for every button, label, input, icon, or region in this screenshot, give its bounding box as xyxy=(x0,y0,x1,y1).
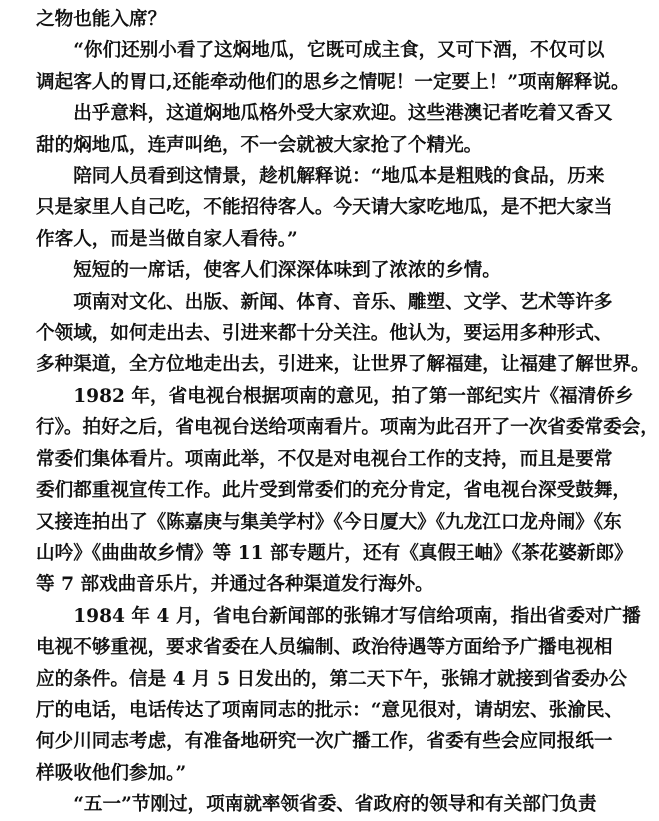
text-line: 厅的电话，电话传达了项南同志的批示：“意见很对，请胡宏、张渝民、 xyxy=(36,699,624,721)
text-line: 等 7 部戏曲音乐片，并通过各种渠道发行海外。 xyxy=(36,574,434,596)
text-line: 行》。拍好之后，省电视台送给项南看片。项南为此召开了一次省委常委会， xyxy=(36,417,659,439)
text-line: 应的条件。信是 4 月 5 日发出的，第二天下午，张锦才就接到省委办公 xyxy=(36,668,627,690)
text-line: 又接连拍出了《陈嘉庚与集美学村》《今日厦大》《九龙江口龙舟闹》《东 xyxy=(36,511,622,533)
text-line: 短短的一席话，使客人们深深体味到了浓浓的乡情。 xyxy=(73,260,501,282)
paragraph xyxy=(36,381,659,601)
text-line: 样吸收他们参加。” xyxy=(36,762,187,784)
text-line: 调起客人的胃口,还能牵动他们的思乡之情呢！一定要上！”项南解释说。 xyxy=(36,71,630,93)
text-line: 之物也能入席？ xyxy=(36,9,167,30)
text-line: 委们都重视宣传工作。此片受到常委们的充分肯定，省电视台深受鼓舞， xyxy=(36,480,632,502)
paragraph xyxy=(36,35,630,98)
text-line: 项南对文化、出版、新闻、体育、音乐、雕塑、文学、艺术等许多 xyxy=(73,291,613,313)
text-line: 电视不够重视，要求省委在人员编制、政治待遇等方面给予广播电视相 xyxy=(36,637,613,659)
paragraph xyxy=(36,161,613,255)
text-line: “五一”节刚过，项南就率领省委、省政府的领导和有关部门负责 xyxy=(73,794,597,816)
text-line: 山吟》《曲曲故乡情》等 11 部专题片，还有《真假王岫》《茶花婆新郎》 xyxy=(36,542,633,564)
paragraph xyxy=(36,601,641,789)
text-line: 1984 年 4 月，省电台新闻部的张锦才写信给项南，指出省委对广播 xyxy=(73,605,641,627)
text-line: 甜的焖地瓜，连声叫绝，不一会就被大家抢了个精光。 xyxy=(36,134,483,156)
paragraph xyxy=(36,4,586,35)
paragraph xyxy=(36,255,586,286)
text-line: 何少川同志考虑，有准备地研究一次广播工作，省委有些会应同报纸一 xyxy=(36,731,613,753)
text-line: 出乎意料，这道焖地瓜格外受大家欢迎。这些港澳记者吃着又香又 xyxy=(73,103,613,125)
paragraph xyxy=(36,789,597,820)
paragraph xyxy=(36,287,650,381)
text-line: 个领域，如何走出去、引进来都十分关注。他认为，要运用多种形式、 xyxy=(36,323,613,345)
text-line: 陪同人员看到这情景，趁机解释说：“地瓜本是粗贱的食品，历来 xyxy=(73,166,605,188)
text-line: 只是家里人自己吃，不能招待客人。今天请大家吃地瓜，是不把大家当 xyxy=(36,197,613,219)
text-line: “你们还别小看了这焖地瓜，它既可成主食，又可下酒，不仅可以 xyxy=(73,40,605,62)
text-line: 作客人，而是当做自家人看待。” xyxy=(36,228,298,250)
text-line: 常委们集体看片。项南此举，不仅是对电视台工作的支持，而且是要常 xyxy=(36,448,613,470)
text-line: 多种渠道，全方位地走出去，引进来，让世界了解福建，让福建了解世界。 xyxy=(36,354,650,376)
paragraph xyxy=(36,98,613,161)
text-line: 1982 年，省电视台根据项南的意见，拍了第一部纪实片《福清侨乡 xyxy=(73,385,634,407)
